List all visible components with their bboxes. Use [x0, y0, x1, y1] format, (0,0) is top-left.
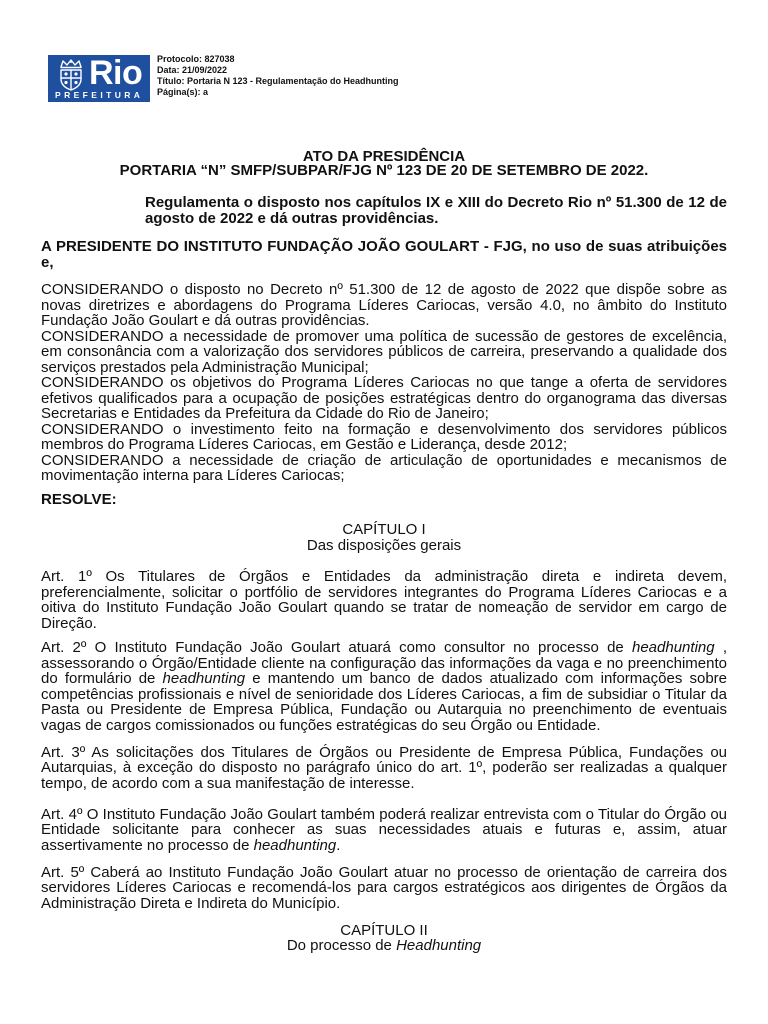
article-2-text-3: e mantendo um banco de dados atualizado com informações sobre competências profissionais e nível de senioridade dos Líderes Cariocas, a fim de subsidiar o Titular da Pasta ou Presidente de Empresa Pública, Fundação ou Autarquia no preenchimento de eventuais vagas de cargos comissionados ou funções estratégicas do seu Órgão ou Entidade. [41, 670, 727, 734]
considerandos [41, 282, 727, 484]
article-3: Art. 3º As solicitações dos Titulares de Órgãos ou Presidente de Empresa Pública, Fundações ou Autarquias, à exceção do disposto no parágrafo único do art. 1º, poderão ser realizadas a qualquer tempo, de acordo com a sua manifestação de interesse. [41, 743, 727, 792]
document-title: Título: Portaria N 123 - Regulamentação do Headhunting [157, 76, 399, 86]
chapter-2-title-text: Do processo de [286, 937, 397, 954]
protocol-number: Protocolo: 827038 [157, 54, 235, 64]
article-2-text-1: Art. 2º O Instituto Fundação João Goulart atuará como consultor no processo de [41, 639, 632, 656]
considerando-3: CONSIDERANDO os objetivos do Programa Líderes Cariocas no que tange a oferta de servidores efetivos qualificados para a ocupação de posições estratégicas dentro do organograma das diversas Secretarias e Entidades da Prefeitura da Cidade do Rio de Janeiro; [41, 374, 727, 422]
chapter-2-number: CAPÍTULO II [340, 921, 428, 939]
page-count: Página(s): a [157, 87, 209, 97]
considerando-1: CONSIDERANDO o disposto no Decreto nº 51.300 de 12 de agosto de 2022 que dispõe sobre as novas diretrizes e abordagens do Programa Líderes Cariocas, versão 4.0, no âmbito do Instituto Fundação João Goulart e dá outras providências. [41, 281, 727, 329]
chapter-1-heading [41, 522, 727, 553]
portaria-title: PORTARIA “N” SMFP/SUBPAR/FJG Nº 123 DE 20 DE SETEMBRO DE 2022. [119, 162, 649, 179]
article-4-emphasis: headhunting [253, 836, 337, 854]
ementa: Regulamenta o disposto nos capítulos IX e XIII do Decreto Rio nº 51.300 de 12 de agosto de 2022 e dá outras providências. [145, 194, 727, 227]
article-4 [41, 807, 727, 854]
considerando-5: CONSIDERANDO a necessidade de criação de articulação de oportunidades e mecanismos de movimentação interna para Líderes Cariocas; [41, 451, 727, 484]
document-date: Data: 21/09/2022 [157, 65, 228, 75]
protocol-metadata [157, 54, 399, 98]
document-body [41, 150, 727, 954]
article-4-text-1: Art. 4º O Instituto Fundação João Goulart também poderá realizar entrevista com o Titular do Órgão ou Entidade solicitante para conhecer as suas necessidades atuais e futuras e, assim, atuar assertivamente no processo de [41, 805, 727, 854]
article-2-emphasis-2: headhunting [162, 670, 246, 687]
coat-of-arms-icon [55, 58, 87, 91]
article-2-emphasis-1: headhunting [632, 639, 715, 656]
chapter-1-title: Das disposições gerais [306, 536, 462, 554]
article-2-text-2: , assessorando o Órgão/Entidade cliente na configuração das informações da vaga e no preenchimento do formulário de [41, 639, 727, 687]
logo-subtitle: PREFEITURA [55, 90, 144, 100]
logo-brand-text: Rio [89, 55, 143, 92]
resolve-heading: RESOLVE: [41, 491, 117, 508]
considerando-4: CONSIDERANDO o investimento feito na formação e desenvolvimento dos servidores públicos membros do Programa Líderes Cariocas, em Gestão e Liderança, desde 2012; [41, 420, 727, 453]
chapter-2-title [41, 938, 727, 954]
article-5: Art. 5º Caberá ao Instituto Fundação João Goulart atuar no processo de orientação de carreira dos servidores Líderes Cariocas e recomendá-los para cargos estratégicos aos dirigentes de Órgãos da Administração Direta e Indireta do Município. [41, 863, 727, 912]
considerando-2: CONSIDERANDO a necessidade de promover uma política de sucessão de gestores de excelência, em consonância com a valorização dos servidores públicos de carreira, preservando a qualidade dos serviços prestados pela Administração Municipal; [41, 327, 727, 376]
chapter-2-title-emphasis: Headhunting [396, 937, 482, 954]
article-2 [41, 640, 727, 733]
article-1: Art. 1º Os Titulares de Órgãos e Entidades da administração direta e indireta devem, preferencialmente, solicitar o portfólio de servidores integrantes do Programa Líderes Cariocas e a oitiva do Instituto Fundação João Goulart quando se tratar de nomeação de servidor em cargo de Direção. [41, 568, 727, 632]
article-4-text-2: . [336, 836, 341, 854]
preamble: A PRESIDENTE DO INSTITUTO FUNDAÇÃO JOÃO GOULART - FJG, no uso de suas atribuições e, [41, 238, 727, 271]
prefeitura-rio-logo [48, 55, 150, 102]
chapter-2-heading [41, 923, 727, 954]
section-heading: ATO DA PRESIDÊNCIA [302, 148, 466, 165]
chapter-1-number: CAPÍTULO I [342, 521, 426, 538]
